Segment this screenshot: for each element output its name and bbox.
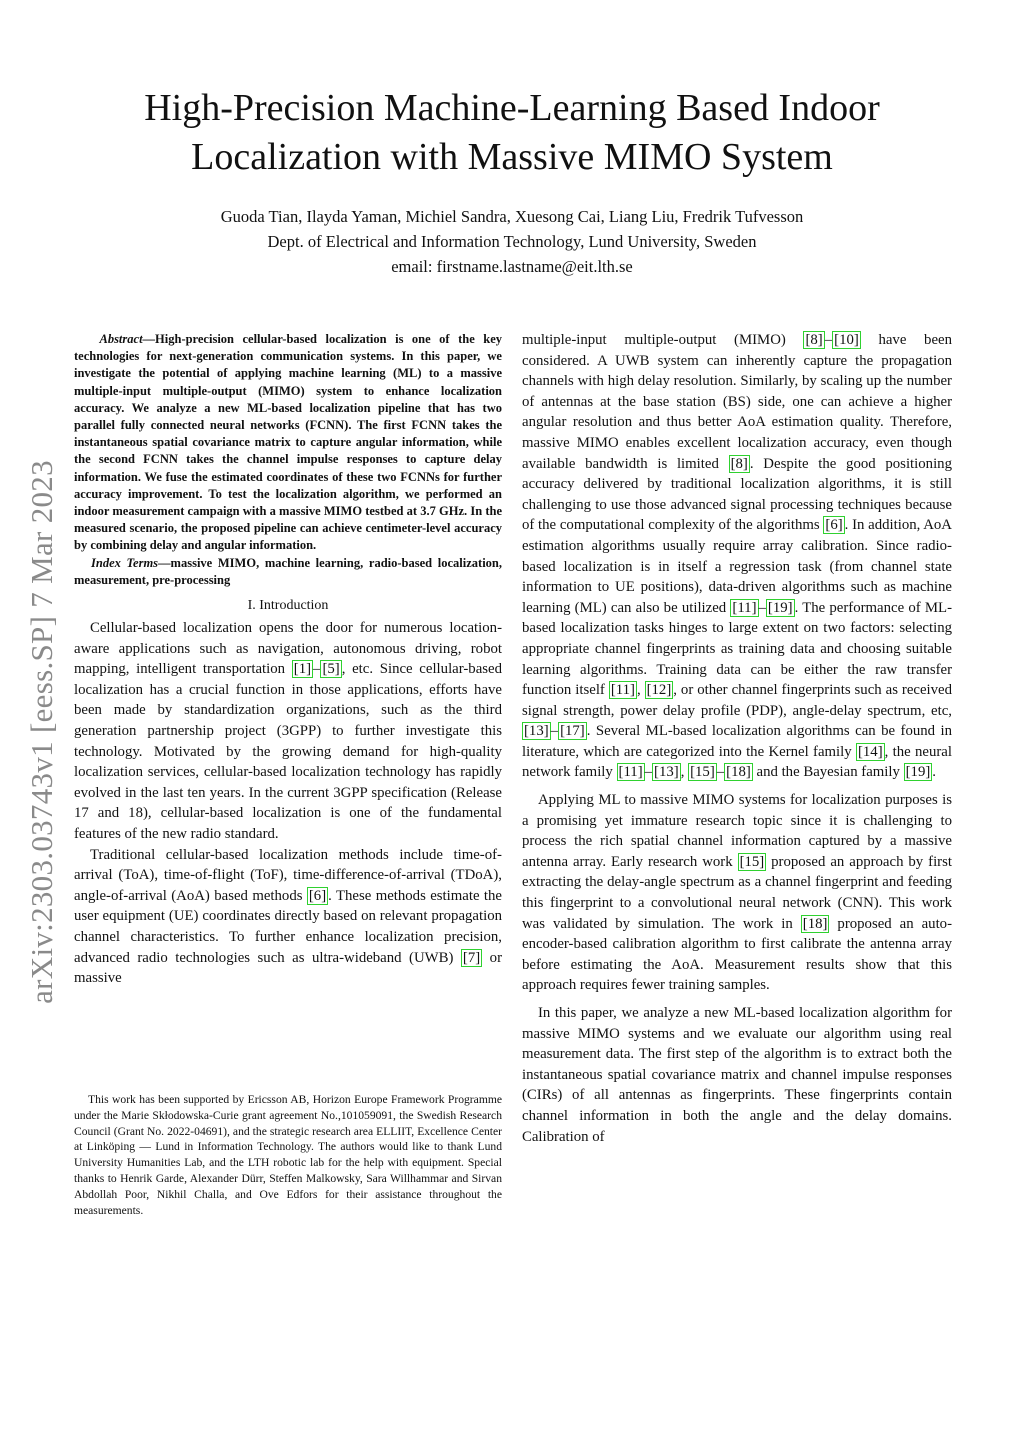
citation-link[interactable]: [11] — [618, 764, 643, 781]
paper-title: High-Precision Machine-Learning Based Indoor Localization with Massive MIMO System — [144, 87, 880, 178]
paragraph-text: . Despite the good positioning accuracy delivered by traditional localization algorithms, it is still challenging to use those advanced signal processing techniques because of the computational complexity of the algorithms — [522, 455, 952, 534]
author-block — [70, 204, 954, 279]
citation-link[interactable]: [18] — [726, 764, 751, 781]
citation-link[interactable]: [8] — [730, 455, 748, 472]
paragraph-text: . These methods estimate the user equipment (UE) coordinates directly based on relevant propagation channel characteristics. To further enhance localization precision, advanced radio technologies such as ultra-wideband (UWB) — [74, 887, 502, 966]
citation-link[interactable]: [18] — [802, 915, 828, 932]
paragraph-text: – — [313, 661, 321, 678]
paragraph-text: – — [644, 764, 653, 781]
paragraph-text: . In addition, AoA estimation algorithms usually require array calibration. Since radio-based localization is in itself a regression task (from channel state information to UE positions), data-driven algorithms such as machine learning (ML) can also be utilized — [522, 517, 952, 616]
paragraph-text: , etc. Since cellular-based localization has a crucial function in those applications, efforts have been made by standardization organizations, such as the third generation partnership project (3GPP) to further investigate this technology. Motivated by the growing demand for high-quality localization services, cellular-based localization technology has rapidly evolved in the last ten years. In the current 3GPP specification (Release 17 and 18), cellular-based localization is one of the fundamental features of the new radio standard. — [74, 661, 502, 842]
citation-link[interactable]: [11] — [610, 682, 635, 699]
paragraph-text: . — [932, 764, 936, 781]
index-terms-text: —massive MIMO, machine learning, radio-based localization, measurement, pre-processing — [74, 555, 503, 587]
intro-paragraph-4 — [522, 790, 952, 996]
index-terms — [74, 555, 502, 589]
paragraph-text: , or other channel fingerprints such as received signal strength, power delay profile (PDP), angle-delay spectrum, etc, — [522, 682, 953, 719]
acknowledgement-footnote: This work has been supported by Ericsson AB, Horizon Europe Framework Programme under the Marie Skłodowska-Curie grant agreement No.,101059091, the Swedish Research Council (Grant No. 2022-04691), and the strategic research area ELLIIT, Excellence Center at Linköping — Lund in Information Technology. The authors would like to thank Lund University Humanities Lab, and the LTH robotic lab for the help with equipment. Special thanks to Henrik Garde, Alexander Dürr, Steffen Malkowsky, Sara Willhammar and Sirvan Abdollah Poor, Nikhil Challa, and Ove Edfors for their assistance throughout the measurements. — [74, 1093, 502, 1217]
paragraph-text: – — [716, 764, 725, 781]
abstract-label: Abstract — [99, 332, 143, 346]
paragraph-text: proposed an auto-encoder-based calibration algorithm to first calibrate the antenna array before estimating the AoA. Measurement results show that this approach requires fewer training samples. — [522, 915, 953, 994]
abstract — [74, 331, 502, 555]
paragraph-text: , — [680, 764, 689, 781]
citation-link[interactable]: [17] — [560, 723, 585, 740]
paragraph-text: Traditional cellular-based localization methods include time-of-arrival (ToA), time-of-flight (ToF), time-difference-of-arrival (TDoA), angle-of-arrival (AoA) based methods — [74, 846, 502, 904]
paragraph-text: multiple-input multiple-output (MIMO) — [522, 332, 804, 348]
paragraph-text: , the neural network family — [522, 743, 952, 781]
paragraph-text: – — [758, 599, 766, 616]
intro-paragraph-5: In this paper, we analyze a new ML-based localization algorithm for massive MIMO systems and we evaluate our algorithm using real measurement data. The first step of the algorithm is to extract both the instantaneous spatial covariance matrix and channel impulse responses (CIRs) of all antennas as fingerprints. These fingerprints contain channel information in both the angle and the delay domains. Calibration of — [522, 1005, 952, 1145]
index-terms-label: Index Terms — [91, 555, 159, 570]
abstract-text: —High-precision cellular-based localization is one of the key technologies for next-generation communication systems. In this paper, we investigate the potential of applying machine learning (ML) to a massive multiple-input multiple-output (MIMO) system to enhance localization accuracy. We analyze a new ML-based localization pipeline that has two parallel fully connected neural networks (FCNN). The first FCNN takes the instantaneous spatial covariance matrix to capture angular information, while the second FCNN takes the channel impulse responses to capture delay information. We fuse the estimated coordinates of these two FCNNs for further accuracy improvement. To test the localization algorithm, we performed an indoor measurement campaign with a massive MIMO testbed at 3.7 GHz. In the measured scenario, the proposed pipeline can achieve centimeter-level accuracy by combining delay and angular information. — [74, 332, 502, 553]
author-names: Guoda Tian, Ilayda Yaman, Michiel Sandra, Xuesong Cai, Liang Liu, Fredrik Tufvesson — [220, 207, 804, 226]
citation-link[interactable]: [13] — [524, 723, 549, 740]
paragraph-text: – — [550, 723, 559, 740]
citation-link[interactable]: [5] — [322, 661, 340, 678]
paragraph-text: and the Bayesian family — [752, 764, 904, 781]
left-column — [74, 331, 502, 989]
citation-link[interactable]: [7] — [462, 949, 481, 966]
paragraph-text: Applying ML to massive MIMO systems for localization purposes is a promising yet immature research topic since it is challenging to process the rich spatial channel information captured by a massive antenna array. Early research work — [522, 792, 952, 870]
citation-link[interactable]: [6] — [825, 517, 843, 534]
paragraph-text: proposed an approach by first extracting the delay-angle spectrum as a channel fingerprint and feeding this fingerprint to a convolutional neural network (CNN). This work was validated by simulation. The work in — [522, 853, 952, 932]
citation-link[interactable]: [12] — [646, 682, 672, 699]
citation-link[interactable]: [15] — [739, 853, 765, 870]
citation-link[interactable]: [19] — [767, 599, 793, 616]
citation-link[interactable]: [19] — [905, 764, 931, 781]
citation-link[interactable]: [1] — [293, 661, 312, 678]
right-column — [522, 330, 952, 1147]
citation-link[interactable]: [6] — [308, 887, 327, 904]
paragraph-text: – — [824, 332, 833, 348]
paragraph-text: . The performance of ML-based localization tasks hinges to large extent on two factors: selecting appropriate channel fingerprints as training data and choosing suitable learning algorithms. Training data can be either the raw transfer function itself — [522, 599, 952, 699]
citation-link[interactable]: [10] — [834, 332, 859, 348]
citation-link[interactable]: [14] — [857, 743, 883, 760]
paragraph-text: . Several ML-based localization algorithms can be found in literature, which are categorized into the Kernel family — [522, 723, 952, 760]
citation-link[interactable]: [13] — [654, 764, 679, 781]
citation-link[interactable]: [15] — [690, 764, 715, 781]
author-email: email: firstname.lastname@eit.lth.se — [391, 257, 633, 276]
intro-paragraph-1 — [74, 618, 502, 845]
author-affiliation: Dept. of Electrical and Information Technology, Lund University, Sweden — [267, 232, 757, 251]
section-heading-introduction: I. Introduction — [247, 598, 329, 614]
paragraph-text: Cellular-based localization opens the door for numerous location-aware applications such as navigation, autonomous driving, robot mapping, intelligent transportation — [74, 620, 502, 678]
paragraph-text: , — [636, 682, 645, 699]
citation-link[interactable]: [11] — [732, 599, 757, 616]
intro-paragraph-3 — [522, 330, 952, 783]
paragraph-text: or massive — [74, 949, 502, 987]
intro-paragraph-2 — [74, 845, 502, 989]
paragraph-text: have been considered. A UWB system can inherently capture the propagation channels with high delay resolution. Similarly, by scaling up the number of antennas at the base station (BS) side, one can achieve a higher angular resolution and thus better AoA estimation quality. Therefore, massive MIMO enables excellent localization accuracy, even though available bandwidth is limited — [522, 332, 952, 472]
arxiv-stamp-text: arXiv:2303.03743v1 [eess.SP] 7 Mar 2023 — [24, 460, 59, 1004]
arxiv-identifier-stamp — [16, 452, 68, 1012]
citation-link[interactable]: [8] — [805, 332, 823, 348]
